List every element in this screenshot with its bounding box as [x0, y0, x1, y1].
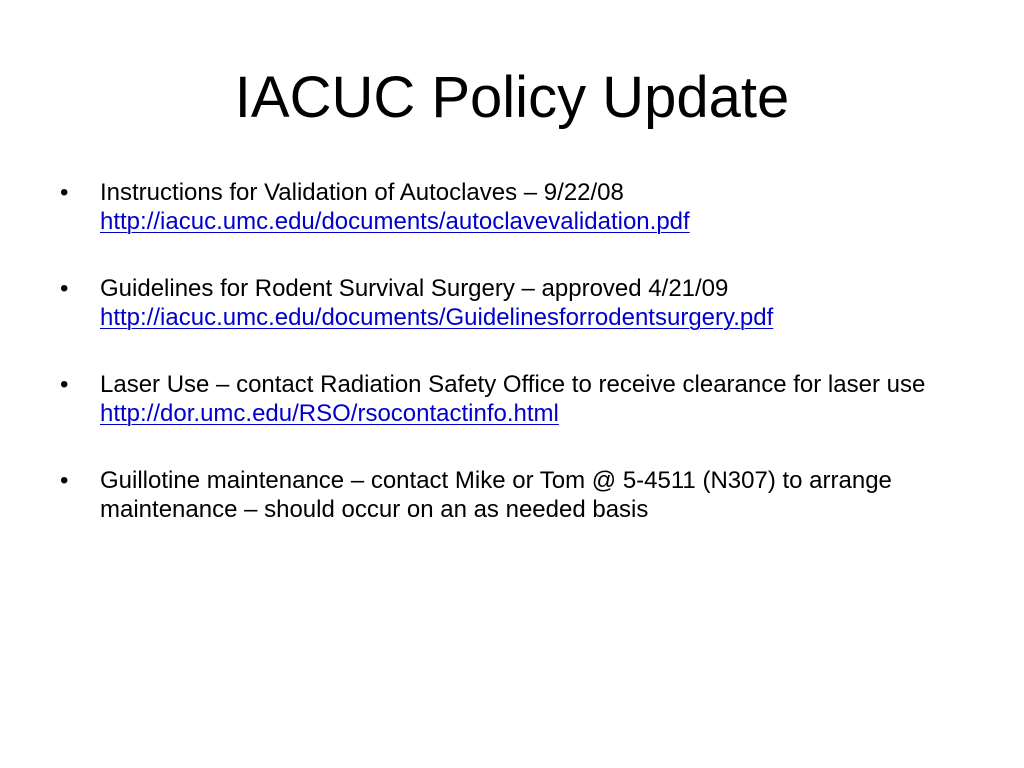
bullet-item-autoclaves [60, 178, 980, 236]
bullet-icon: • [60, 275, 69, 302]
autoclave-validation-link[interactable]: http://iacuc.umc.edu/documents/autoclavevalidation.pdf [100, 208, 690, 235]
bullet-text: Guidelines for Rodent Survival Surgery – approved 4/21/09 [100, 275, 729, 302]
rso-contact-info-link[interactable]: http://dor.umc.edu/RSO/rsocontactinfo.html [100, 400, 559, 427]
bullet-text: Guillotine maintenance – contact Mike or Tom @ 5-4511 (N307) to arrange maintenance – should occur on an as needed basis [100, 467, 892, 523]
bullet-icon: • [60, 371, 69, 398]
bullet-item-laser-use [60, 370, 980, 428]
rodent-surgery-guidelines-link[interactable]: http://iacuc.umc.edu/documents/Guidelinesforrodentsurgery.pdf [100, 304, 774, 331]
bullet-item-guillotine [60, 466, 980, 524]
bullet-item-rodent-surgery [60, 274, 980, 332]
slide-title: IACUC Policy Update [234, 65, 790, 130]
bullet-list [60, 178, 980, 562]
bullet-icon: • [60, 467, 69, 494]
bullet-text: Instructions for Validation of Autoclaves – 9/22/08 [100, 179, 624, 206]
bullet-icon: • [60, 179, 69, 206]
bullet-text: Laser Use – contact Radiation Safety Office to receive clearance for laser use [100, 371, 926, 398]
